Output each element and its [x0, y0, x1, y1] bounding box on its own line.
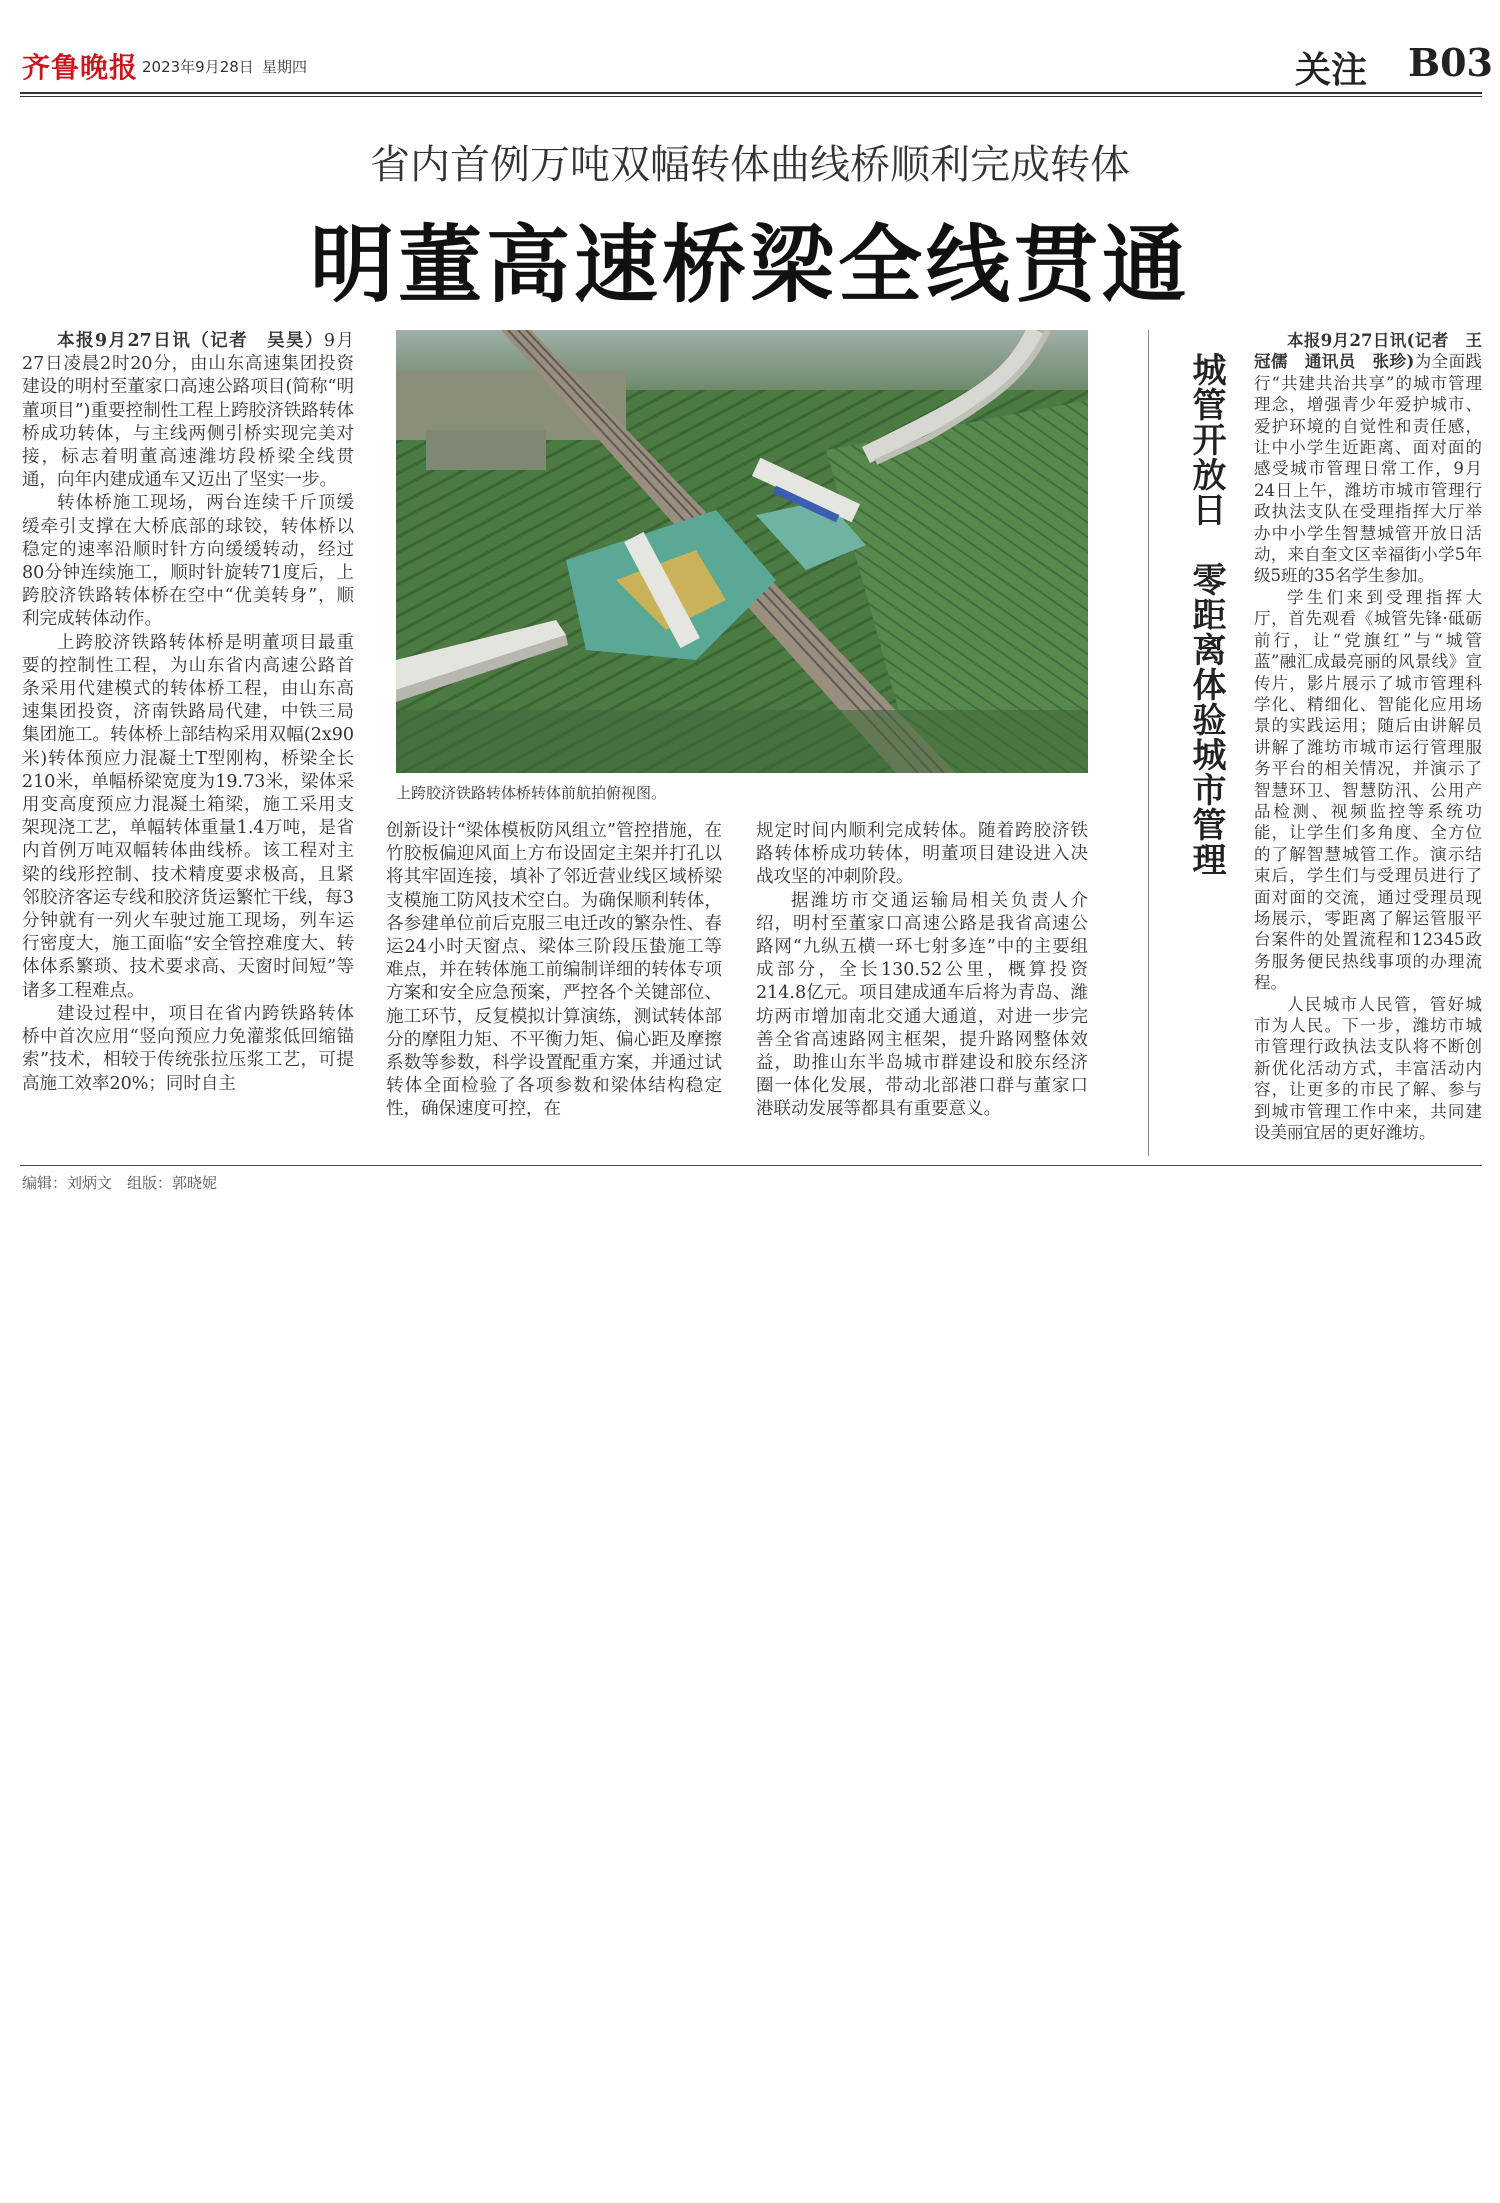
article-column-2	[386, 820, 722, 1122]
column-divider	[1148, 330, 1149, 1156]
header-rule	[20, 92, 1482, 94]
header-rule-thin	[20, 96, 1482, 97]
article-headline: 明董高速桥梁全线贯通	[309, 215, 1190, 314]
paragraph: 创新设计“梁体模板防风组立”管控措施，在竹胶板偏迎风面上方布设固定主架并打孔以将其牢固连接，填补了邻近营业线区域桥梁支模施工防风技术空白。为确保顺利转体，各参建单位前后克服三电迁改的繁杂性、春运24小时天窗点、梁体三阶段压蛰施工等难点，并在转体施工前编制详细的转体专项方案和安全应急预案，严控各个关键部位、施工环节，反复模拟计算演练，测试转体部分的摩阻力矩、不平衡力矩、偏心距及摩擦系数等参数，科学设置配重方案，并通过试转体全面检验了各项参数和梁体结构稳定性，确保速度可控，在	[386, 821, 722, 1120]
page-number: B03	[1408, 40, 1493, 85]
paragraph: 上跨胶济铁路转体桥是明董项目最重要的控制性工程，为山东省内高速公路首条采用代建模式的转体桥工程，由山东高速集团投资，济南铁路局代建，中铁三局集团施工。转体桥上部结构采用双幅(2x90米)转体预应力混凝土T型刚构，桥梁全长210米，单幅桥梁宽度为19.73米，梁体采用变高度预应力混凝土箱梁，施工采用支架现浇工艺，单幅转体重量1.4万吨，是省内首例万吨双幅转体曲线桥。该工程对主梁的线形控制、技术精度要求极高，且紧邻胶济客运专线和胶济货运繁忙干线，每3分钟就有一列火车驶过施工现场，列车运行密度大，施工面临“安全管控难度大、转体体系繁琐、技术要求高、天窗时间短”等诸多工程难点。	[22, 632, 354, 1001]
side-story-body	[1254, 330, 1482, 1143]
issue-date: 2023年9月28日	[142, 58, 254, 76]
paragraph: 9月27日凌晨2时20分，由山东高速集团投资建设的明村至董家口高速公路项目(简称“明董项目”)重要控制性工程上跨胶济铁路转体桥成功转体，与主线两侧引桥实现完美对接，标志着明董高速潍坊段桥梁全线贯通，向年内建成通车又迈出了坚实一步。	[22, 331, 354, 491]
paragraph: 人民城市人民管，管好城市为人民。下一步，潍坊市城市管理行政执法支队将不断创新优化活动方式，丰富活动内容，让更多的市民了解、参与到城市管理工作中来，共同建设美丽宜居的更好潍坊。	[1254, 994, 1482, 1143]
aerial-bridge-photo	[396, 330, 1088, 773]
paragraph: 学生们来到受理指挥大厅，首先观看《城管先锋·砥砺前行，让“党旗红”与“城管蓝”融汇成最亮丽的风景线》宣传片，影片展示了城市管理科学化、精细化、智能化应用场景的实践运用；随后由讲解员讲解了潍坊市城市运行管理服务平台的相关情况，并演示了智慧环卫、智慧防汛、公用产品检测、视频监控等系统功能，让学生们多角度、全方位的了解智慧城管工作。演示结束后，学生们与受理员进行了面对面的交流，通过受理员现场展示，零距离了解运管服平台案件的处置流程和12345政务服务便民热线事项的办理流程。	[1254, 587, 1482, 993]
photo-caption: 上跨胶济铁路转体桥转体前航拍俯视图。	[396, 784, 667, 802]
side-story-title: 城管开放日 零距离体验城市管理	[1186, 352, 1226, 877]
article-dateline: 本报9月27日讯（记者 吴昊）	[57, 331, 324, 351]
article-column-1	[22, 330, 354, 1096]
masthead-logo: 齐鲁晚报	[22, 51, 139, 84]
paragraph: 建设过程中，项目在省内跨铁路转体桥中首次应用“竖向预应力免灌浆低回缩锚索”技术，相较于传统张拉压浆工艺，可提高施工效率20%；同时自主	[22, 1003, 354, 1094]
article-subheadline: 省内首例万吨双幅转体曲线桥顺利完成转体	[370, 142, 1130, 188]
editor-credit: 编辑：刘炳文 组版：郭晓妮	[22, 1174, 218, 1192]
side-story-dateline: 本报9月27日讯(记者 王冠儒 通讯员 张珍)	[1254, 331, 1482, 372]
paragraph: 规定时间内顺利完成转体。随着跨胶济铁路转体桥成功转体，明董项目建设进入决战攻坚的冲刺阶段。	[756, 821, 1088, 888]
paragraph: 据潍坊市交通运输局相关负责人介绍，明村至董家口高速公路是我省高速公路网“九纵五横一环七射多连”中的主要组成部分，全长130.52公里，概算投资214.8亿元。项目建成通车后将为青岛、潍坊两市增加南北交通大通道，对进一步完善全省高速路网主框架，提升路网整体效益，助推山东半岛城市群建设和胶东经济圈一体化发展，带动北部港口群与董家口港联动发展等都具有重要意义。	[756, 890, 1088, 1120]
footer-rule	[20, 1165, 1482, 1166]
issue-weekday: 星期四	[262, 58, 308, 76]
paragraph: 为全面践行“共建共治共享”的城市管理理念，增强青少年爱护城市、爱护环境的自觉性和责任感，让中小学生近距离、面对面的感受城市管理日常工作，9月24日上午，潍坊市城市管理行政执法支队在受理指挥大厅举办中小学生智慧城管开放日活动，来自奎文区幸福街小学5年级5班的35名学生参加。	[1254, 352, 1482, 586]
paragraph: 转体桥施工现场，两台连续千斤顶缓缓牵引支撑在大桥底部的球铰，转体桥以稳定的速率沿顺时针方向缓缓转动，经过80分钟连续施工，顺时针旋转71度后，上跨胶济铁路转体桥在空中“优美转身”，顺利完成转体动作。	[22, 493, 354, 630]
article-column-3	[756, 820, 1088, 1122]
section-name: 关注	[1295, 49, 1368, 91]
